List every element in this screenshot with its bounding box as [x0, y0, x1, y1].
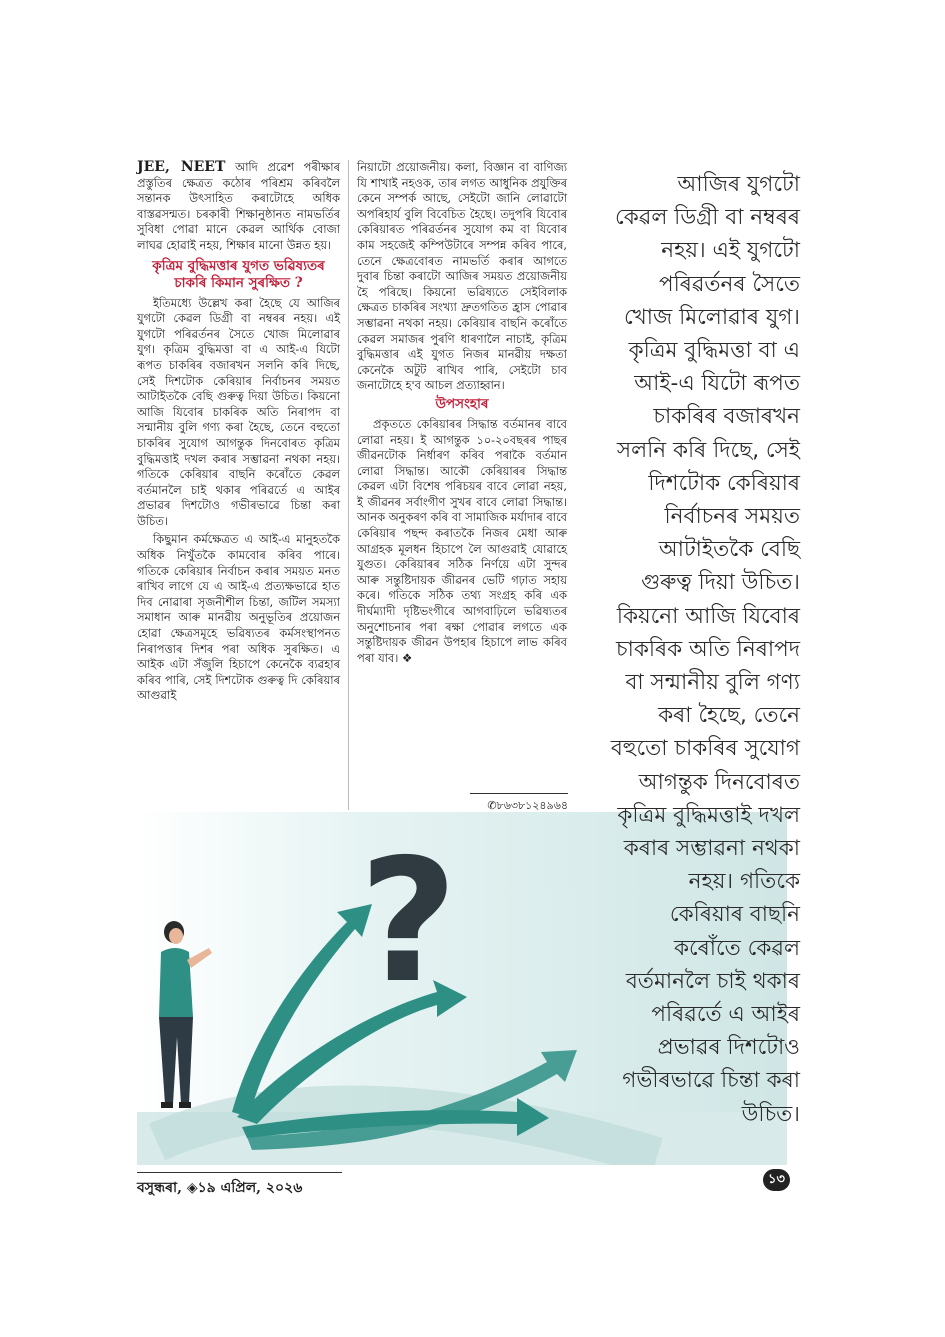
pull-quote-line: নহয়। এই যুগটো — [661, 238, 800, 264]
pull-quote-line: কৰাৰ সম্ভাৱনা নথকা — [623, 836, 800, 862]
pull-quote-line: আই-এ যিটো ৰূপত — [634, 371, 800, 397]
pull-quote-line: আগন্তুক দিনবোৰত — [638, 769, 800, 795]
article-column-2 — [357, 160, 567, 666]
pull-quote-line: নিৰ্বাচনৰ সময়ত — [664, 504, 800, 530]
pull-quote-line: কৃত্ৰিম বুদ্ধিমত্তাই দখল — [617, 802, 800, 828]
pull-quote-line: কৰা হৈছে, তেনে — [658, 703, 800, 729]
question-mark-icon: ? — [359, 823, 458, 1021]
article-column-1 — [137, 160, 340, 704]
magazine-name: বসুন্ধৰা — [137, 1180, 178, 1196]
column-divider — [348, 160, 349, 810]
section-heading-conclusion: উপসংহাৰ — [435, 395, 489, 412]
pull-quote-line: কৃত্ৰিম বুদ্ধিমত্তা বা এ — [628, 338, 800, 364]
pull-quote-line: বহুতো চাকৰিৰ সুযোগ — [610, 736, 800, 762]
lead-bold-text: JEE, NEET — [137, 159, 226, 175]
pull-quote-line: সলনি কৰি দিছে, সেই — [616, 437, 800, 463]
pull-quote-line: কেৰিয়াৰ বাছনি — [669, 902, 800, 928]
signature-rule — [470, 793, 568, 794]
pull-quote-line: বৰ্তমানলৈ চাই থকাৰ — [625, 968, 800, 994]
pull-quote-line: খোজ মিলোৱাৰ যুগ। — [623, 304, 800, 330]
author-phone: ✆৮৬৩৮১২৪৯৬৪ — [487, 799, 568, 812]
pull-quote-line: বা সন্মানীয় বুলি গণ্য — [625, 670, 800, 696]
pull-quote-line: পৰিৱৰ্তনৰ সৈতে — [658, 271, 800, 297]
pull-quote-line: চাকৰিক অতি নিৰাপদ — [616, 636, 800, 662]
diamond-icon: , ◈ — [177, 1180, 198, 1196]
paragraph: কিছুমান কৰ্মক্ষেত্ৰত এ আই-এ মানুহতকৈ অধিক নিখুঁতকৈ কামবোৰ কৰিব পাৰে। গতিকে কেৰিয়াৰ নিৰ্বাচন কৰাৰ সময়ত মনত ৰাখিব লাগে যে এ আই-এ প্ৰত্যক্ষভাৱে হাত দিব নোৱাৰা সৃজনীশীল চিন্তা, জটিল সমস্যা সমাধান আৰু মানৱীয় অনুভূতিৰ প্ৰয়োজন হোৱা ক্ষেত্ৰসমূহে ভৱিষ্যতৰ কৰ্মসংস্থাপনত নিৰাপত্তাৰ দিশৰ পৰা অধিক সুৰক্ষিত। এ আইক এটা সঁজুলি হিচাপে কেনেকৈ ব্যৱহাৰ কৰিব পাৰি, সেই দিশটোক গুৰুত্ব দি কেৰিয়াৰ আগুৱাই — [137, 532, 340, 703]
lead-text: আদি প্ৰৱেশ পৰীক্ষাৰ প্ৰস্তুতিৰ ক্ষেত্ৰত কঠোৰ পৰিশ্ৰম কৰিবলৈ সন্তানক উৎসাহিত কৰাটোহে অধিক বাস্তৱসন্মত। চৰকাৰী শিক্ষানুষ্ঠানত নামভৰ্তিৰ সুবিধা পোৱা মানে কেৱল আৰ্থিক বোজা লাঘৱ হোৱাই নহয়, শিক্ষাৰ মানো উন্নত হয়। — [137, 160, 340, 252]
pull-quote-line: কৰোঁতে কেৱল — [674, 935, 800, 961]
pull-quote-line: প্ৰভাৱৰ দিশটোও — [657, 1035, 800, 1061]
pull-quote-line: আটাইতকৈ বেছি — [658, 537, 800, 563]
section-heading-ai: কৃত্ৰিম বুদ্ধিমত্তাৰ যুগত ভৱিষ্যতৰ চাকৰি কিমান সুৰক্ষিত ? — [152, 257, 325, 291]
pull-quote — [575, 168, 800, 1131]
footer-masthead — [137, 1176, 302, 1200]
pull-quote-line: নহয়। গতিকে — [688, 869, 800, 895]
pull-quote-line: গভীৰভাৱে চিন্তা কৰা — [622, 1068, 800, 1094]
pull-quote-line: উচিত। — [741, 1101, 800, 1127]
pull-quote-line: গুৰুত্ব দিয়া উচিত। — [641, 570, 800, 596]
paragraph: ইতিমধ্যে উল্লেখ কৰা হৈছে যে আজিৰ যুগটো কেৱল ডিগ্ৰী বা নম্বৰৰ নহয়। এই যুগটো পৰিৱৰ্তনৰ সৈতে খোজ মিলোৱাৰ যুগ। কৃত্ৰিম বুদ্ধিমত্তা বা এ আই-এ যিটো ৰূপত চাকৰিৰ বজাৰখন সলনি কৰি দিছে, সেই দিশটোক কেৰিয়াৰ নিৰ্বাচনৰ সময়ত আটাইতকৈ বেছি গুৰুত্ব দিয়া উচিত। কিয়নো আজি যিবোৰ চাকৰিক অতি নিৰাপদ বা সন্মানীয় বুলি গণ্য কৰা হৈছে, তেনে বহুতো চাকৰিৰ সুযোগ আগন্তুক দিনবোৰত কৃত্ৰিম বুদ্ধিমত্তাই দখল কৰাৰ সম্ভাৱনা নথকা নহয়। গতিকে কেৰিয়াৰ বাছনি কৰোঁতে কেৱল বৰ্তমানলৈ চাই থকাৰ পৰিৱৰ্তে এ আইৰ প্ৰভাৱৰ দিশটোও গভীৰভাৱে চিন্তা কৰা উচিত। — [137, 295, 340, 528]
pull-quote-line: পৰিৱৰ্তে এ আইৰ — [651, 1002, 800, 1028]
issue-date: ১৯ এপ্ৰিল, ২০২৬ — [197, 1180, 303, 1196]
pull-quote-line: কেৱল ডিগ্ৰী বা নম্বৰৰ — [614, 205, 800, 231]
pull-quote-line: কিয়নো আজি যিবোৰ — [616, 603, 800, 629]
lead-paragraph — [137, 160, 340, 254]
pull-quote-line: দিশটোক কেৰিয়াৰ — [648, 470, 800, 496]
paragraph: নিয়াটো প্ৰয়োজনীয়। কলা, বিজ্ঞান বা বাণিজ্য যি শাখাই নহওক, তাৰ লগত আধুনিক প্ৰযুক্তিৰ কেনে সম্পৰ্ক আছে, সেইটো জানি লোৱাটো অপৰিহাৰ্য বুলি বিবেচিত হৈছে। তদুপৰি যিবোৰ কেৰিয়াৰত পৰিৱৰ্তনৰ সুযোগ কম বা যিবোৰ কাম সহজেই কম্পিউটাৰে সম্পন্ন কৰিব পাৰে, তেনে ক্ষেত্ৰবোৰত নামভৰ্তি কৰাৰ আগতে দুবাৰ চিন্তা কৰাটো আজিৰ সময়ত প্ৰয়োজনীয় হৈ পৰিছে। কিয়নো ভৱিষ্যতে সেইবিলাক ক্ষেত্ৰত চাকৰিৰ সংখ্যা দ্ৰুতগতিত হ্ৰাস পোৱাৰ সম্ভাৱনা নথকা নহয়। কেৰিয়াৰ বাছনি কৰোঁতে কেৱল সমাজৰ পুৰণি ধাৰণালৈ নাচাই, কৃত্ৰিম বুদ্ধিমত্তাৰ এই যুগত নিজৰ মানৱীয় দক্ষতা কেনেকৈ অটুট ৰাখিব পাৰি, সেইটো চাব জনাটোহে হ'ব আচল প্ৰত্যাহ্বান। — [357, 160, 567, 393]
footer-rule — [137, 1172, 342, 1173]
pull-quote-line: চাকৰিৰ বজাৰখন — [653, 404, 800, 430]
paragraph: প্ৰকৃততে কেৰিয়াৰৰ সিদ্ধান্ত বৰ্তমানৰ বাবে লোৱা নহয়। ই আগন্তুক ১০-২০বছৰৰ পাছৰ জীৱনটোক নিৰ্ধাৰণ কৰিব পৰাকৈ বৰ্তমান লোৱা সিদ্ধান্ত। আকৌ কেৰিয়াৰৰ সিদ্ধান্ত কেৱল এটা বিশেষ পৰিচয়ৰ বাবে লোৱা নহয়, ই জীৱনৰ সৰ্বাংগীণ সুখৰ বাবে লোৱা সিদ্ধান্ত। আনক অনুকৰণ কৰি বা সামাজিক মৰ্যাদাৰ বাবে কেৰিয়াৰ পছন্দ কৰাতকৈ নিজৰ মেধা আৰু আগ্ৰহক মূলধন হিচাপে লৈ আগুৱাই যোৱাহে যুগুত। কেৰিয়াৰৰ সঠিক নিৰ্ণয়ে এটা সুন্দৰ আৰু সন্তুষ্টিদায়ক জীৱনৰ ভেটি গঢ়াত সহায় কৰে। গতিকে সঠিক তথ্য সংগ্ৰহ কৰি এক দীৰ্ঘম্যাদী দৃষ্টিভংগীৰে আগবাঢ়িলে ভৱিষ্যতৰ অনুশোচনাৰ পৰা ৰক্ষা পোৱাৰ লগতে এক সন্তুষ্টিদায়ক জীৱন উপহাৰ হিচাপে লাভ কৰিব পৰা যাব। ❖ — [357, 416, 567, 665]
page-number: ১৩ — [763, 1169, 790, 1191]
pull-quote-line: আজিৰ যুগটো — [677, 172, 800, 197]
